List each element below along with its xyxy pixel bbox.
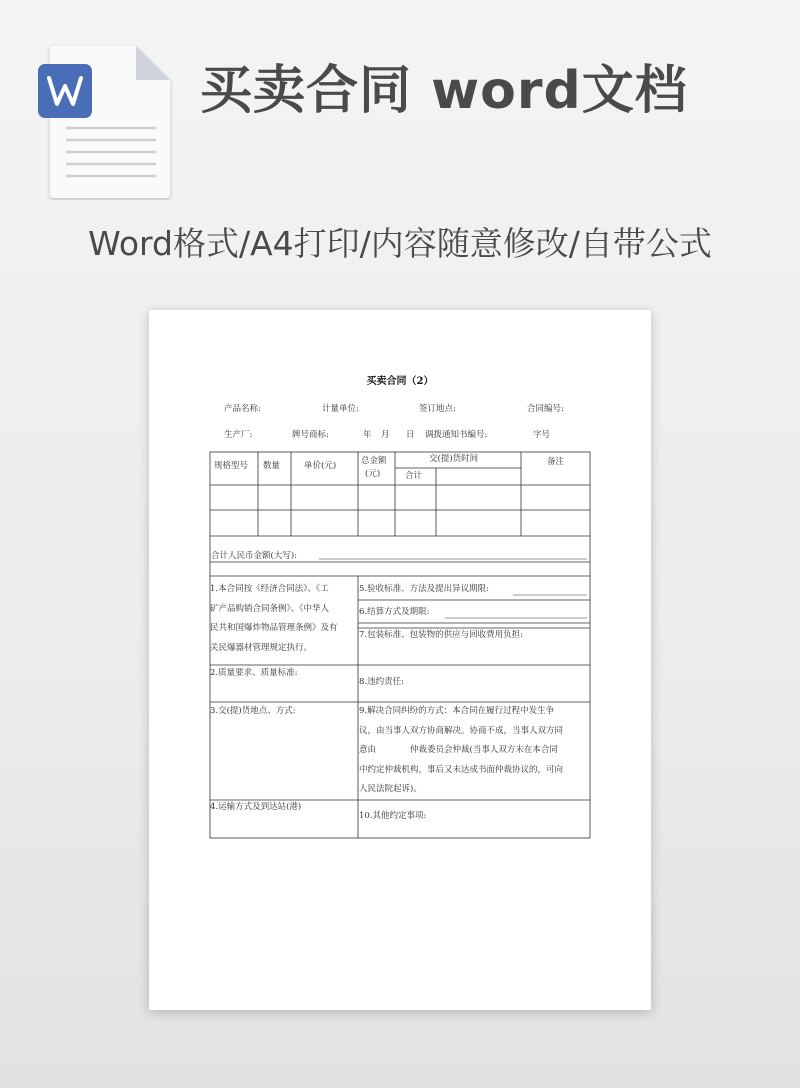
subtotal-header: 合计 [405, 471, 423, 481]
contract-table-grid [149, 310, 651, 1010]
clause-8: 8.违约责任: [359, 677, 404, 687]
clause-9: 9.解决合同纠纷的方式：本合同在履行过程中发生争 议，由当事人双方协商解决。协商不成，当事人双方同 意由 仲裁委员会仲裁(当事人双方未在本合同 中约定仲裁机构，事后又未达成书面仲裁协议的，可向 人民法院起诉)。 [359, 706, 564, 794]
banner-subtitle: Word格式/A4打印/内容随意修改/自带公式 [88, 224, 712, 263]
day-label: 日 [406, 430, 415, 440]
document-page [149, 310, 651, 1010]
clause-10: 10.其他约定事项: [359, 811, 427, 821]
unit-label: 计量单位: [322, 404, 359, 414]
clause-4: 4.运输方式及到达站(港) [210, 802, 302, 812]
clause-5: 5.验收标准、方法及提出异议期限: [359, 584, 489, 594]
unit-price-header: 单价(元) [304, 461, 337, 471]
spec-model-header: 规格型号 [214, 461, 249, 471]
producer-label: 生产厂: [224, 430, 253, 440]
clause-6: 6.结算方式及期限: [359, 607, 430, 617]
clause-1: 1.本合同按《经济合同法》、《工 矿产品购销合同条例》、《中华人 民共和国爆炸物品管理条例》及有 关民爆器材管理规定执行。 [210, 584, 338, 653]
total-amount-label: 合计人民币金额(大写): [211, 551, 297, 561]
contract-title: 买卖合同（2） [366, 376, 434, 387]
total-header-line2: (元) [365, 469, 381, 479]
clause-7: 7.包装标准、包装物的供应与回收费用负担: [359, 630, 523, 640]
clause-2: 2.质量要求、质量标准: [210, 668, 298, 678]
allocation-notice-label: 调拨通知书编号: [425, 430, 488, 440]
brand-label: 牌号商标: [292, 430, 329, 440]
contract-number-label: 合同编号: [527, 404, 564, 414]
product-name-label: 产品名称: [224, 404, 261, 414]
clause-3: 3.交(提)货地点、方式: [210, 706, 296, 716]
delivery-time-header: 交(提)货时间 [429, 454, 479, 464]
word-document-icon [36, 44, 176, 200]
signing-place-label: 签订地点: [419, 404, 456, 414]
year-label: 年 [363, 430, 372, 440]
total-header-line1: 总金额 [361, 456, 387, 466]
remarks-header: 备注 [547, 457, 565, 467]
number-suffix-label: 字号 [533, 430, 551, 440]
banner-title: 买卖合同 word文档 [200, 61, 688, 121]
quantity-header: 数量 [263, 461, 281, 471]
month-label: 月 [381, 430, 390, 440]
